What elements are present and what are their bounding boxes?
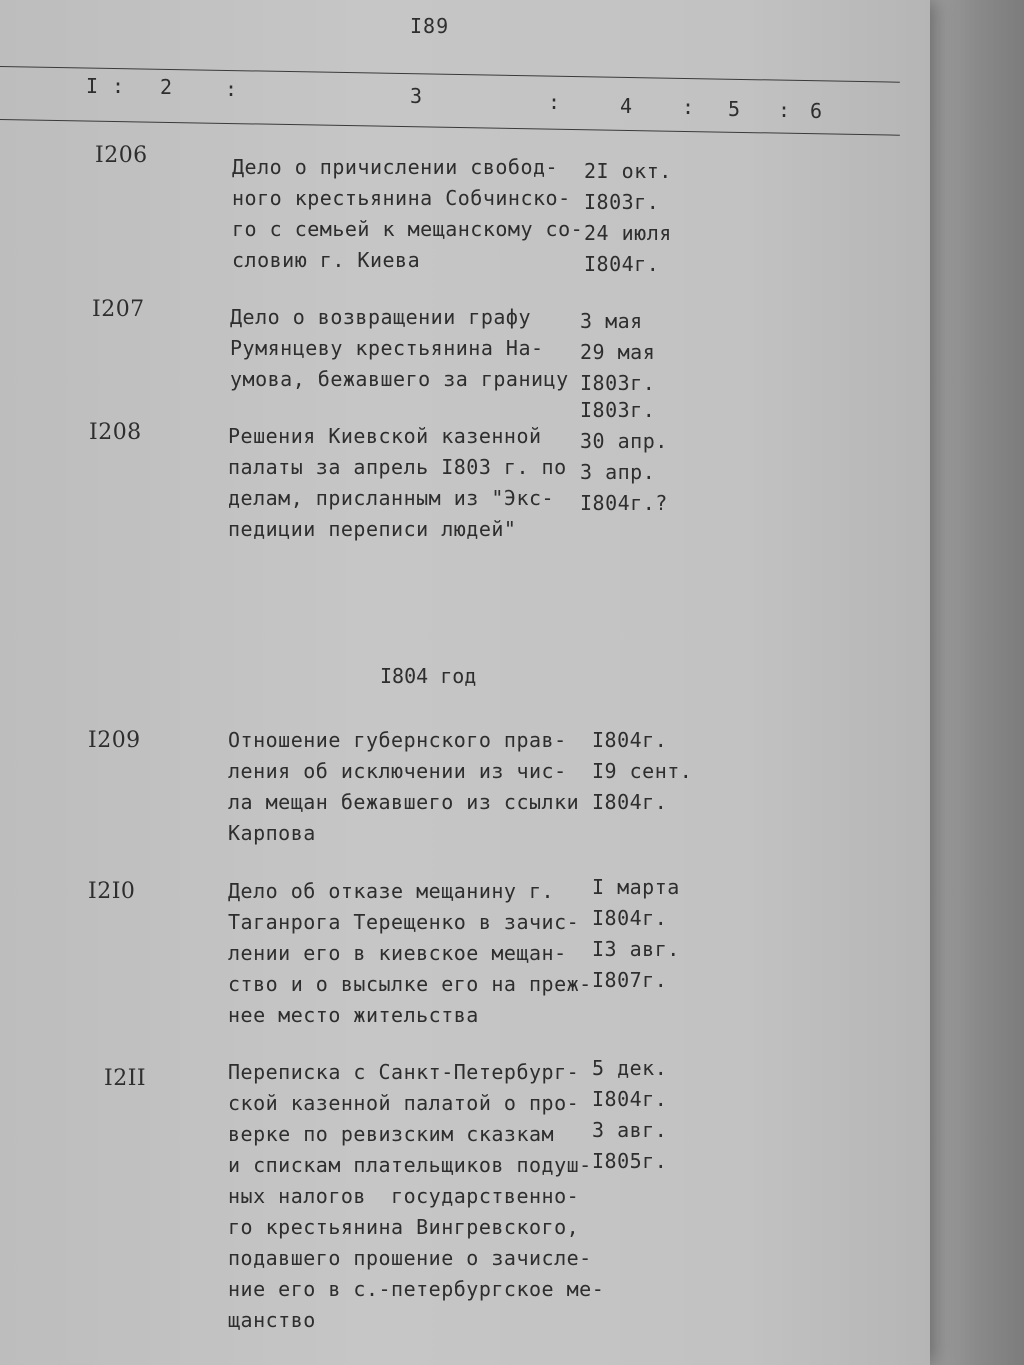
column-header-6: 6 [810, 99, 823, 123]
entry-number: I208 [89, 420, 142, 445]
column-separator: : [112, 74, 125, 98]
entry-description: Дело о причислении свобод- ного крестьянина Собчинско- го с семьей к мещанскому со- словию г. Киева [232, 155, 584, 272]
entry-description: Переписка с Санкт-Петербург- ской казенной палатой о про- верке по ревизским сказкам и спискам плательщиков подуш- ных налогов государственно- го крестьянина Вингревского, подавшего прошение о зачисле- ние его в с.-петербургское ме- щанство [228, 1060, 605, 1332]
column-header-4: 4 [620, 94, 633, 118]
column-headers [0, 72, 900, 123]
entry-description: Дело о возвращении графу Румянцеву крестьянина На- умова, бежавшего за границу [230, 305, 569, 391]
column-separator: : [225, 77, 238, 101]
section-heading-year: I804 год [380, 664, 477, 688]
entry-description: Отношение губернского прав- ления об исключении из чис- ла мещан бежавшего из ссылки Карпова [228, 728, 580, 845]
entry-dates: I803г. 30 апр. 3 апр. I804г.? [580, 398, 668, 515]
entry-dates: I марта I804г. I3 авг. I807г. [592, 875, 680, 992]
column-separator: : [548, 90, 561, 114]
entry-dates: I804г. I9 сент. I804г. [592, 728, 693, 814]
column-header-3: 3 [410, 84, 423, 108]
entry-dates: 5 дек. I804г. 3 авг. I805г. [592, 1056, 668, 1173]
entry-number: I2I0 [88, 879, 136, 904]
column-header-2: 2 [160, 75, 173, 99]
entry-number: I207 [92, 297, 145, 322]
entry-number: I2II [104, 1066, 147, 1091]
page-number: I89 [410, 14, 450, 38]
header-rule-bottom [0, 119, 900, 136]
entry-dates: 2I окт. I803г. 24 июля I804г. [584, 159, 672, 276]
column-header-1: I [86, 74, 99, 98]
entry-description: Решения Киевской казенной палаты за апрель I803 г. по делам, присланным из "Экс- педиции переписи людей" [228, 424, 567, 541]
column-separator: : [682, 95, 695, 119]
entry-number: I206 [95, 143, 148, 168]
entry-number: I209 [88, 728, 141, 753]
entry-dates: 3 мая 29 мая I803г. [580, 309, 656, 395]
column-header-5: 5 [728, 97, 741, 121]
column-separator: : [778, 98, 791, 122]
entry-description: Дело об отказе мещанину г. Таганрога Терещенко в зачис- лении его в киевское мещан- ство и о высылке его на преж- нее место жительства [228, 879, 592, 1027]
